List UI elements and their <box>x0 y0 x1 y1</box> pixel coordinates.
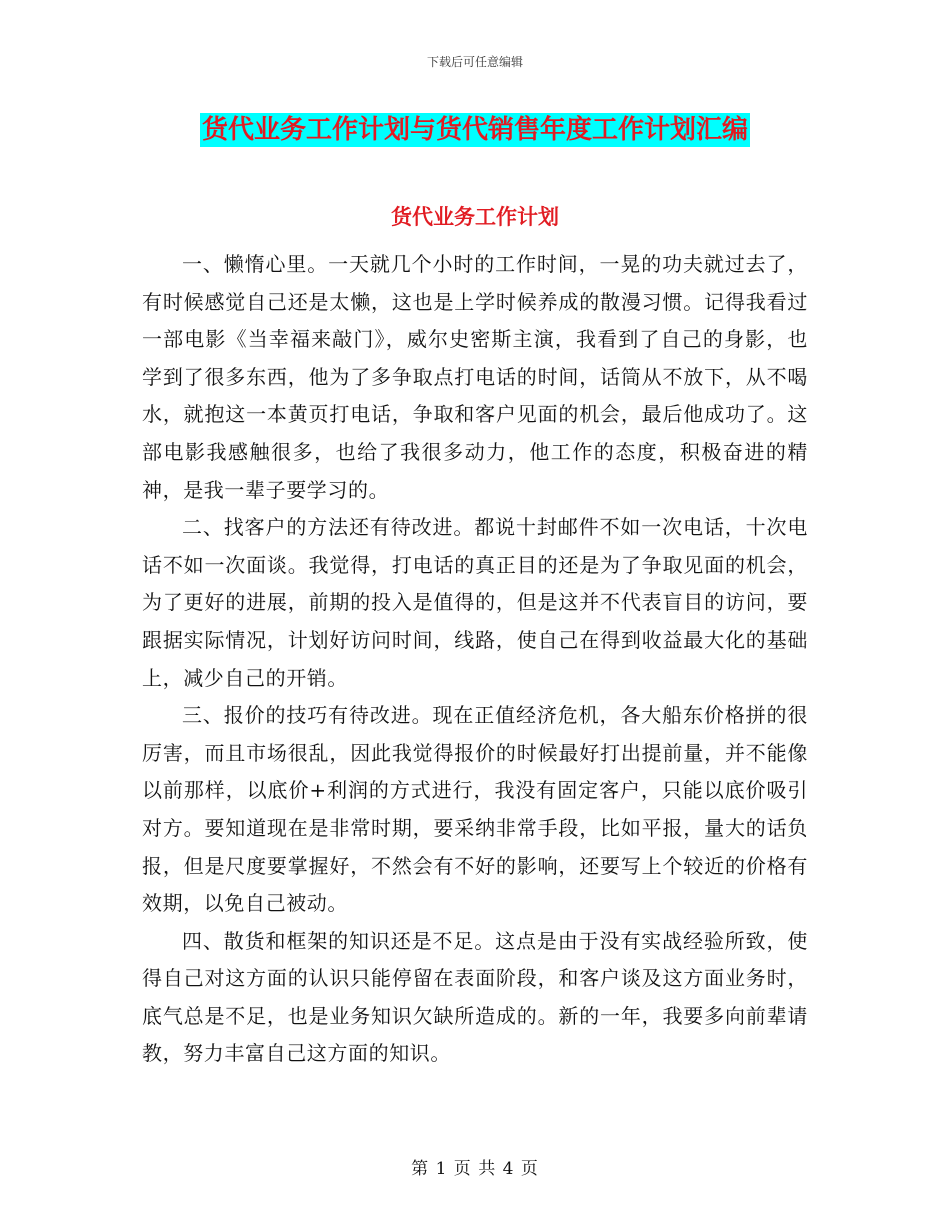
document-title-container <box>0 113 950 147</box>
document-body <box>142 246 808 1073</box>
paragraph-2: 二、找客户的方法还有待改进。都说十封邮件不如一次电话，十次电话不如一次面谈。我觉得，打电话的真正目的还是为了争取见面的机会，为了更好的进展，前期的投入是值得的，但是这并不代表盲目的访问，要跟据实际情况，计划好访问时间，线路，使自己在得到收益最大化的基础上，减少自己的开销。 <box>142 515 808 690</box>
header-note: 下载后可任意编辑 <box>426 55 523 69</box>
paragraph-3: 三、报价的技巧有待改进。现在正值经济危机，各大船东价格拼的很厉害，而且市场很乱，因此我觉得报价的时候最好打出提前量，并不能像以前那样，以底价+利润的方式进行，我没有固定客户，只能以底价吸引对方。要知道现在是非常时期，要采纳非常手段，比如平报，量大的话负报，但是尺度要掌握好，不然会有不好的影响，还要写上个较近的价格有效期，以免自己被动。 <box>142 703 808 916</box>
paragraph-4: 四、散货和框架的知识还是不足。这点是由于没有实战经验所致，使得自己对这方面的认识只能停留在表面阶段，和客户谈及这方面业务时，底气总是不足，也是业务知识欠缺所造成的。新的一年，我要多向前辈请教，努力丰富自己这方面的知识。 <box>142 928 808 1066</box>
section-title: 货代业务工作计划 <box>391 205 559 229</box>
paragraph-1: 一、懒惰心里。一天就几个小时的工作时间，一晃的功夫就过去了，有时候感觉自己还是太懒，这也是上学时候养成的散漫习惯。记得我看过一部电影《当幸福来敲门》，威尔史密斯主演，我看到了自己的身影，也学到了很多东西，他为了多争取点打电话的时间，话筒从不放下，从不喝水，就抱这一本黄页打电话，争取和客户见面的机会，最后他成功了。这部电影我感触很多，也给了我很多动力，他工作的态度，积极奋进的精神，是我一辈子要学习的。 <box>142 252 808 502</box>
document-title: 货代业务工作计划与货代销售年度工作计划汇编 <box>201 115 748 145</box>
page-number-footer: 第 1 页 共 4 页 <box>411 1159 539 1179</box>
